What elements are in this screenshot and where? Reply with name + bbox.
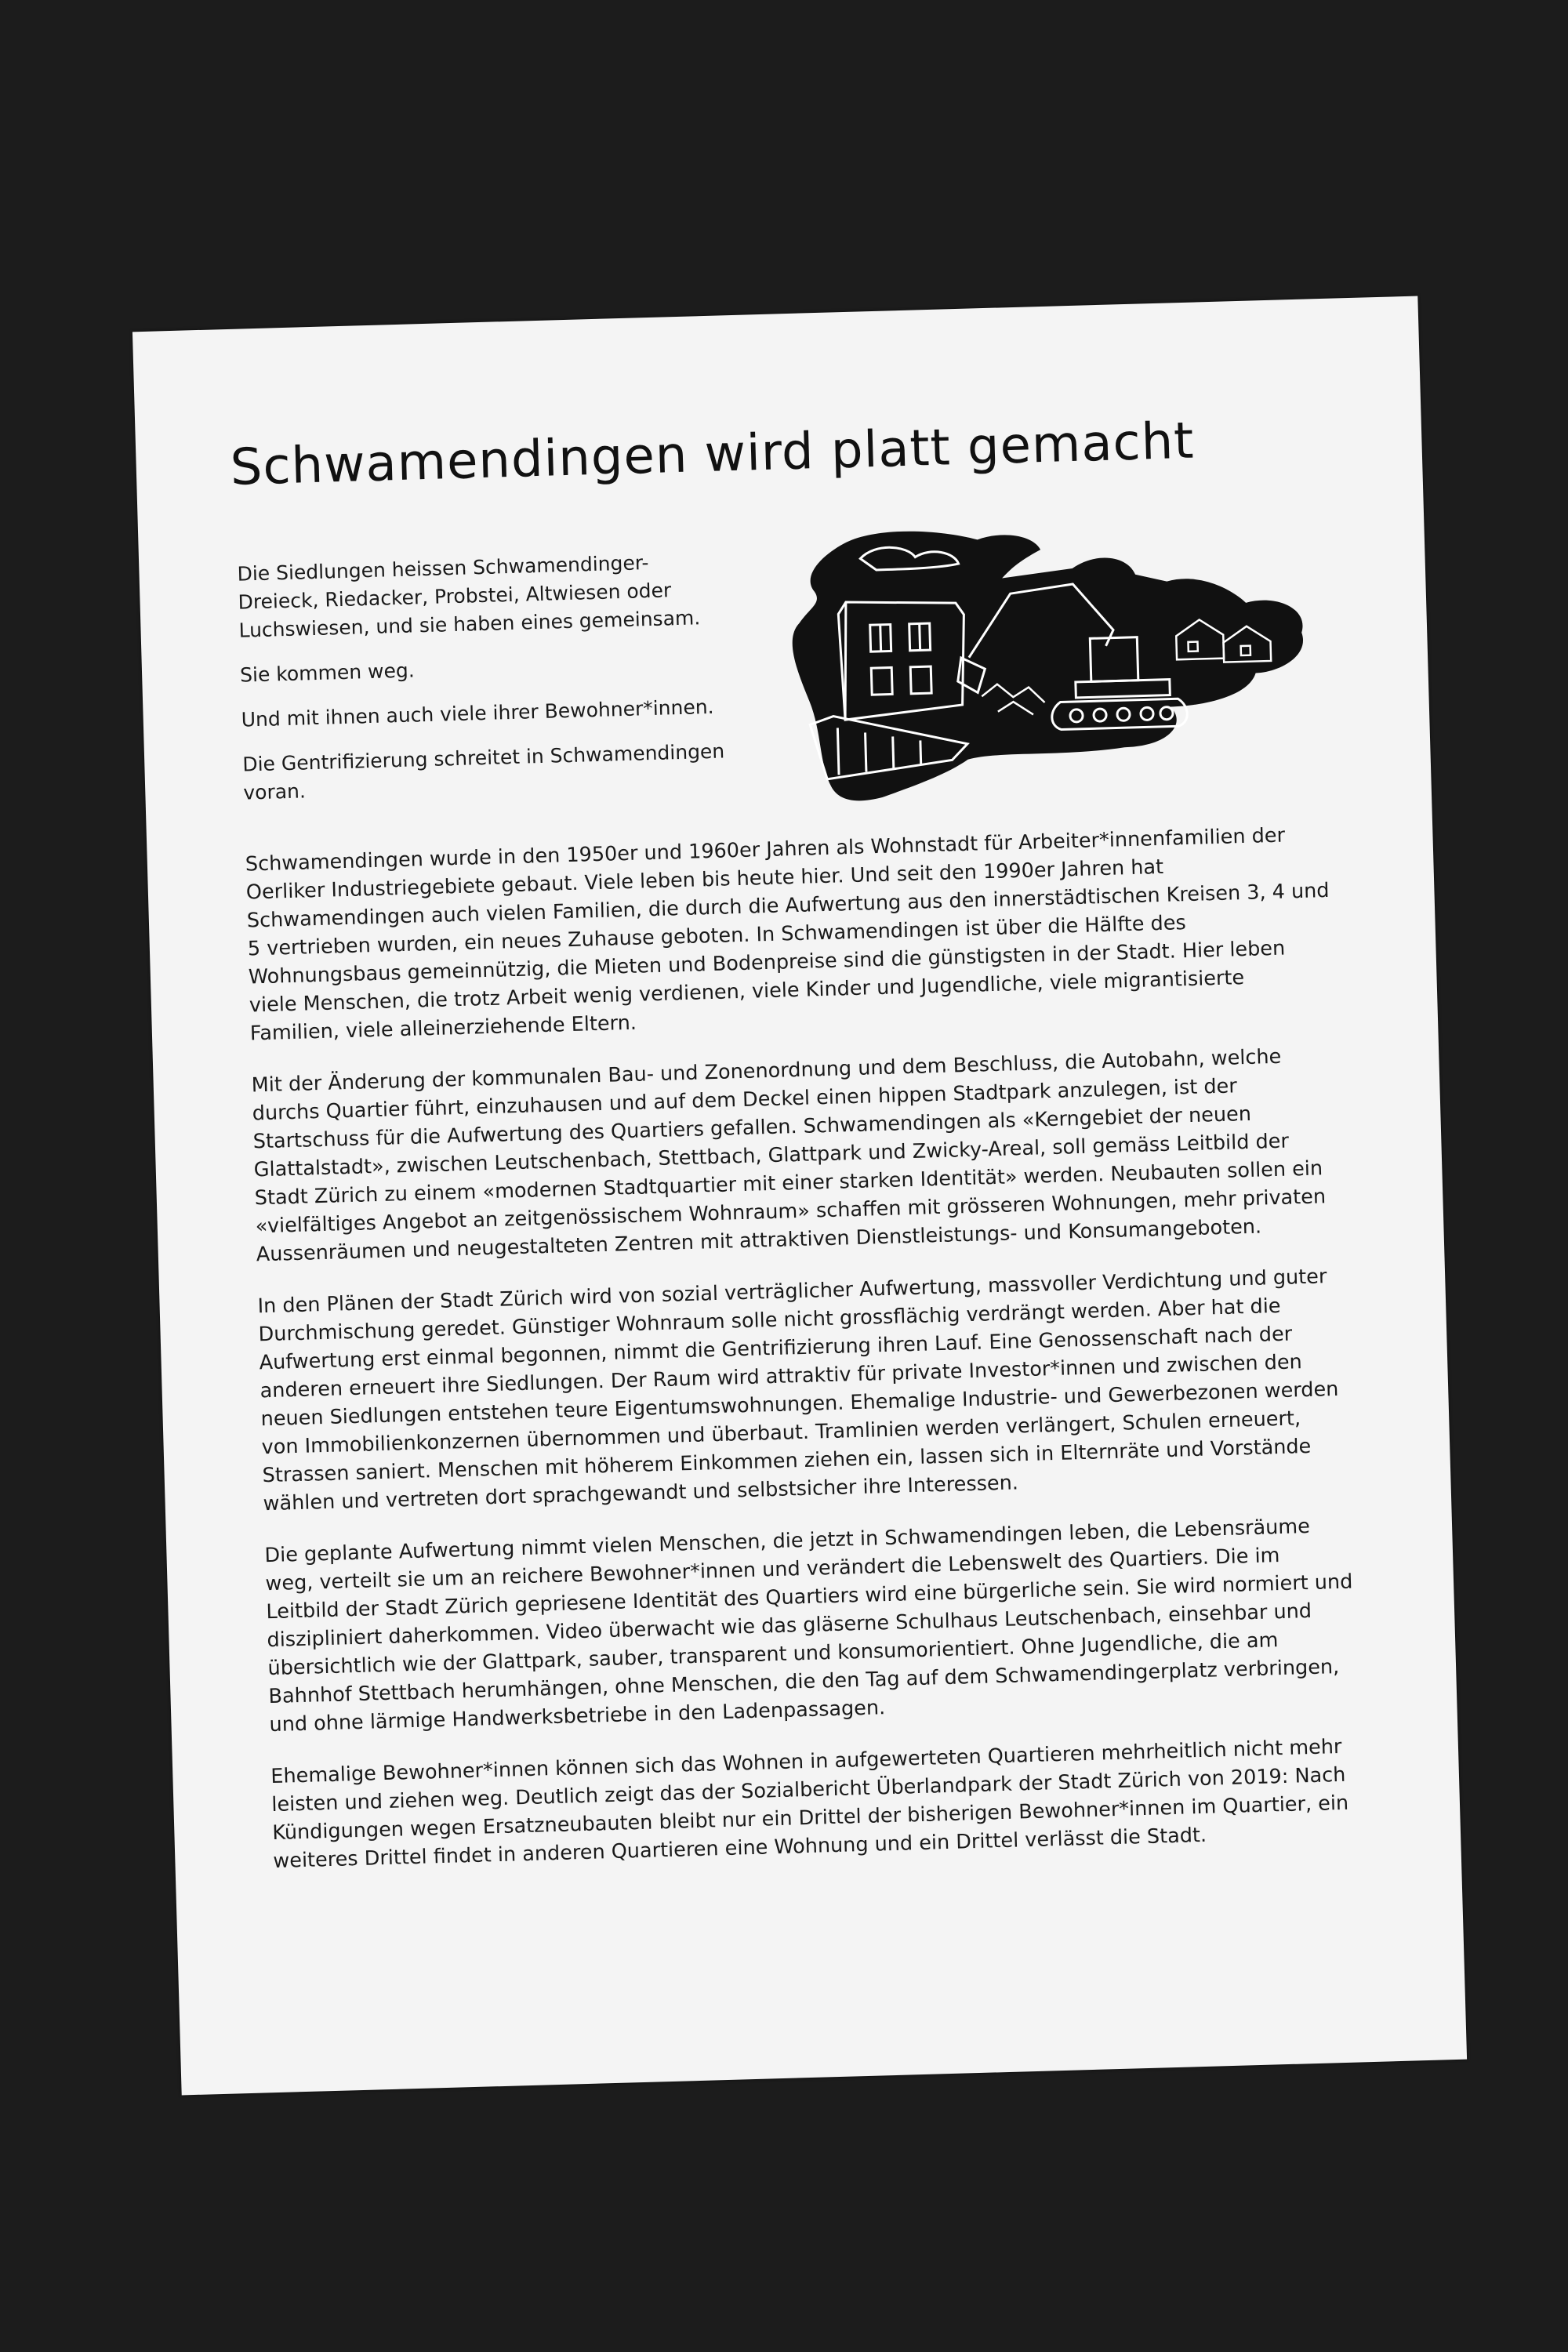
intro-paragraph: Sie kommen weg. xyxy=(239,659,416,687)
body-paragraph: Die geplante Aufwertung nimmt vielen Menschen, die jetzt in Schwamendingen leben, die Lebensräume weg, verteilt sie um an reichere Bewohner*innen und verändert die Lebenswelt des Quartiers. Die im Leitbild der Stadt Zürich gepriesene Identität des Quartiers wird eine bürgerliche sein. Sie wird normiert und diszipliniert daherkommen. Video überwacht wie das gläserne Schulhaus Leutschenbach, einsehbar und übersichtlich wie der Glattpark, sauber, transparent und konsumorientiert. Ohne Jugendliche, die am Bahnhof Stettbach herumhängen, ohne Menschen, die den Tag auf dem Schwamendingerplatz verbringen, und ohne lärmige Handwerksbetriebe in den Ladenpassagen. xyxy=(264,1514,1353,1737)
body-paragraph: Ehemalige Bewohner*innen können sich das Wohnen in aufgewerteten Quartieren mehrheitlich nicht mehr leisten und ziehen weg. Deutlich zeigt das der Sozialbericht Überlandpark der Stadt Zürich von 2019: Nach Kündigungen wegen Ersatzneubauten bleibt nur ein Drittel der bisherigen Bewohner*innen im Quartier, ein weiteres Drittel findet in anderen Quartieren eine Wohnung und ein Drittel verlässt die Stadt. xyxy=(270,1734,1349,1874)
demolition-excavator-illustration xyxy=(757,515,1314,812)
flyer-page xyxy=(132,296,1467,2096)
intro-paragraph: Die Siedlungen heissen Schwamendinger-Dreieck, Riedacker, Probstei, Altwiesen oder Luchswiesen, und sie haben eines gemeinsam. xyxy=(237,551,701,642)
intro-paragraph: Die Gentrifizierung schreitet in Schwamendingen voran. xyxy=(241,739,725,804)
intro-block xyxy=(237,546,730,823)
page-title: Schwamendingen wird platt gemacht xyxy=(229,412,1196,497)
body-paragraph: Mit der Änderung der kommunalen Bau- und Zonenordnung und dem Beschluss, die Autobahn, welche durchs Quartier führt, einzuhausen und auf dem Deckel einen hippen Stadtpark anzulegen, ist der Startschuss für die Aufwertung des Quartiers gefallen. Schwamendingen als «Kerngebiet der neuen Glattalstadt», zwischen Leutschenbach, Stettbach, Glattpark und Zwicky-Areal, soll gemäss Leitbild der Stadt Zürich zu einem «modernen Stadtquartier mit einer starken Identität» werden. Neubauten sollen ein «vielfältiges Angebot an zeitgenössischem Wohnraum» schaffen mit grösseren Wohnungen, mehr privaten Aussenräumen und neugestalteten Zentren mit attraktiven Dienstleistungs- und Konsumangeboten. xyxy=(251,1044,1327,1267)
intro-paragraph: Und mit ihnen auch viele ihrer Bewohner*innen. xyxy=(241,695,714,731)
body-paragraph: In den Plänen der Stadt Zürich wird von sozial verträglicher Aufwertung, massvoller Verdichtung und guter Durchmischung geredet. Günstiger Wohnraum solle nicht grossflächig verdrängt werden. Aber hat die Aufwertung erst einmal begonnen, nimmt die Gentrifizierung ihren Lauf. Eine Genossenschaft nach der anderen erneuert ihre Siedlungen. Der Raum wird attraktiv für private Investor*innen und zwischen den neuen Siedlungen entstehen teure Eigentumswohnungen. Ehemalige Industrie- und Gewerbezonen werden von Immobilienkonzernen übernommen und überbaut. Tramlinien werden verlängert, Schulen erneuert, Strassen saniert. Menschen mit höherem Einkommen ziehen ein, lassen sich in Elternräte und Vorstände wählen und vertreten dort sprachgewandt und selbstsicher ihre Interessen. xyxy=(257,1265,1339,1516)
article-body xyxy=(245,820,1363,1899)
body-paragraph: Schwamendingen wurde in den 1950er und 1960er Jahren als Wohnstadt für Arbeiter*innenfamilien der Oerliker Industriegebiete gebaut. Viele leben bis heute hier. Und seit den 1990er Jahren hat Schwamendingen auch vielen Familien, die durch die Aufwertung aus den innerstädtischen Kreisen 3, 4 und 5 vertrieben wurden, ein neues Zuhause geboten. In Schwamendingen ist über die Hälfte des Wohnungsbaus gemeinnützig, die Mieten und Bodenpreise sind die günstigsten in der Stadt. Hier leben viele Menschen, die trotz Arbeit wenig verdienen, viele Kinder und Jugendliche, viele migrantisierte Familien, viele alleinerziehende Eltern. xyxy=(245,823,1330,1046)
